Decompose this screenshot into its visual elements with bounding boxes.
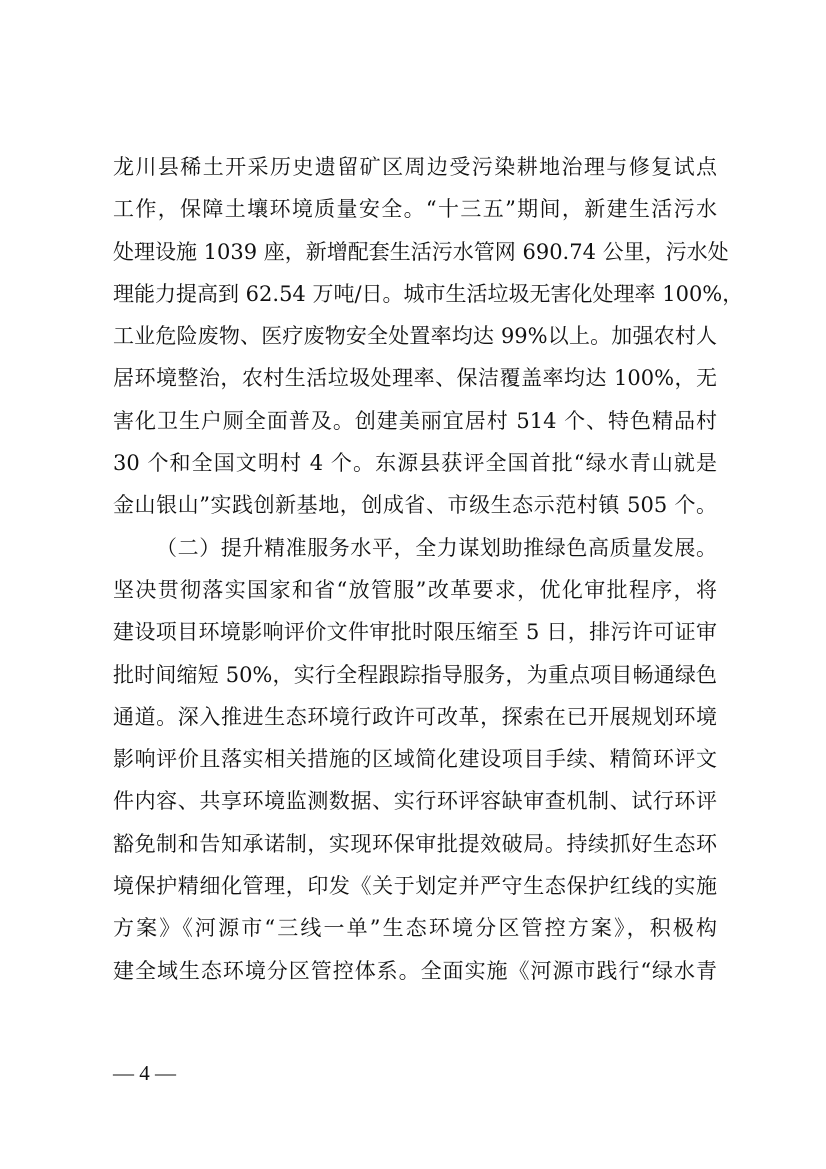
text-line: 件内容、共享环境监测数据、实行环评容缺审查机制、试行环评 [113,789,717,814]
section-heading: （二）提升精准服务水平，全力谋划助推绿色高质量发展。 [156,535,717,560]
text-line: 建设项目环境影响评价文件审批时限压缩至 5 日，排污许可证审 [113,620,717,645]
text-line: 害化卫生户厕全面普及。创建美丽宜居村 514 个、特色精品村 [113,408,717,433]
text-line: 理能力提高到 62.54 万吨/日。城市生活垃圾无害化处理率 100%， [113,281,744,306]
text-line: 工作，保障土壤环境质量安全。“十三五”期间，新建生活污水 [113,197,717,222]
text-line: 处理设施 1039 座，新增配套生活污水管网 690.74 公里，污水处 [113,239,729,264]
text-line: 境保护精细化管理，印发《关于划定并严守生态保护红线的实施 [113,874,717,899]
text-line: 批时间缩短 50%，实行全程跟踪指导服务，为重点项目畅通绿色 [113,662,717,687]
text-line: 影响评价且落实相关措施的区域简化建设项目手续、精简环评文 [113,747,717,772]
text-line: 30 个和全国文明村 4 个。东源县获评全国首批“绿水青山就是 [113,451,717,476]
text-line: 方案》《河源市“三线一单”生态环境分区管控方案》，积极构 [113,916,717,941]
text-line: 建全域生态环境分区管控体系。全面实施《河源市践行“绿水青 [113,958,717,983]
page-number: — 4 — [113,1061,176,1085]
text-line: 坚决贯彻落实国家和省“放管服”改革要求，优化审批程序，将 [113,577,717,602]
document-body [113,146,744,992]
text-line: 金山银山”实践创新基地，创成省、市级生态示范村镇 505 个。 [113,493,717,518]
text-line: 工业危险废物、医疗废物安全处置率均达 99%以上。加强农村人 [113,324,717,349]
text-line: 通道。深入推进生态环境行政许可改革，探索在已开展规划环境 [113,704,717,729]
text-line: 豁免制和告知承诺制，实现环保审批提效破局。持续抓好生态环 [113,831,717,856]
text-line: 居环境整治，农村生活垃圾处理率、保洁覆盖率均达 100%，无 [113,366,717,391]
text-line: 龙川县稀土开采历史遗留矿区周边受污染耕地治理与修复试点 [113,155,717,179]
